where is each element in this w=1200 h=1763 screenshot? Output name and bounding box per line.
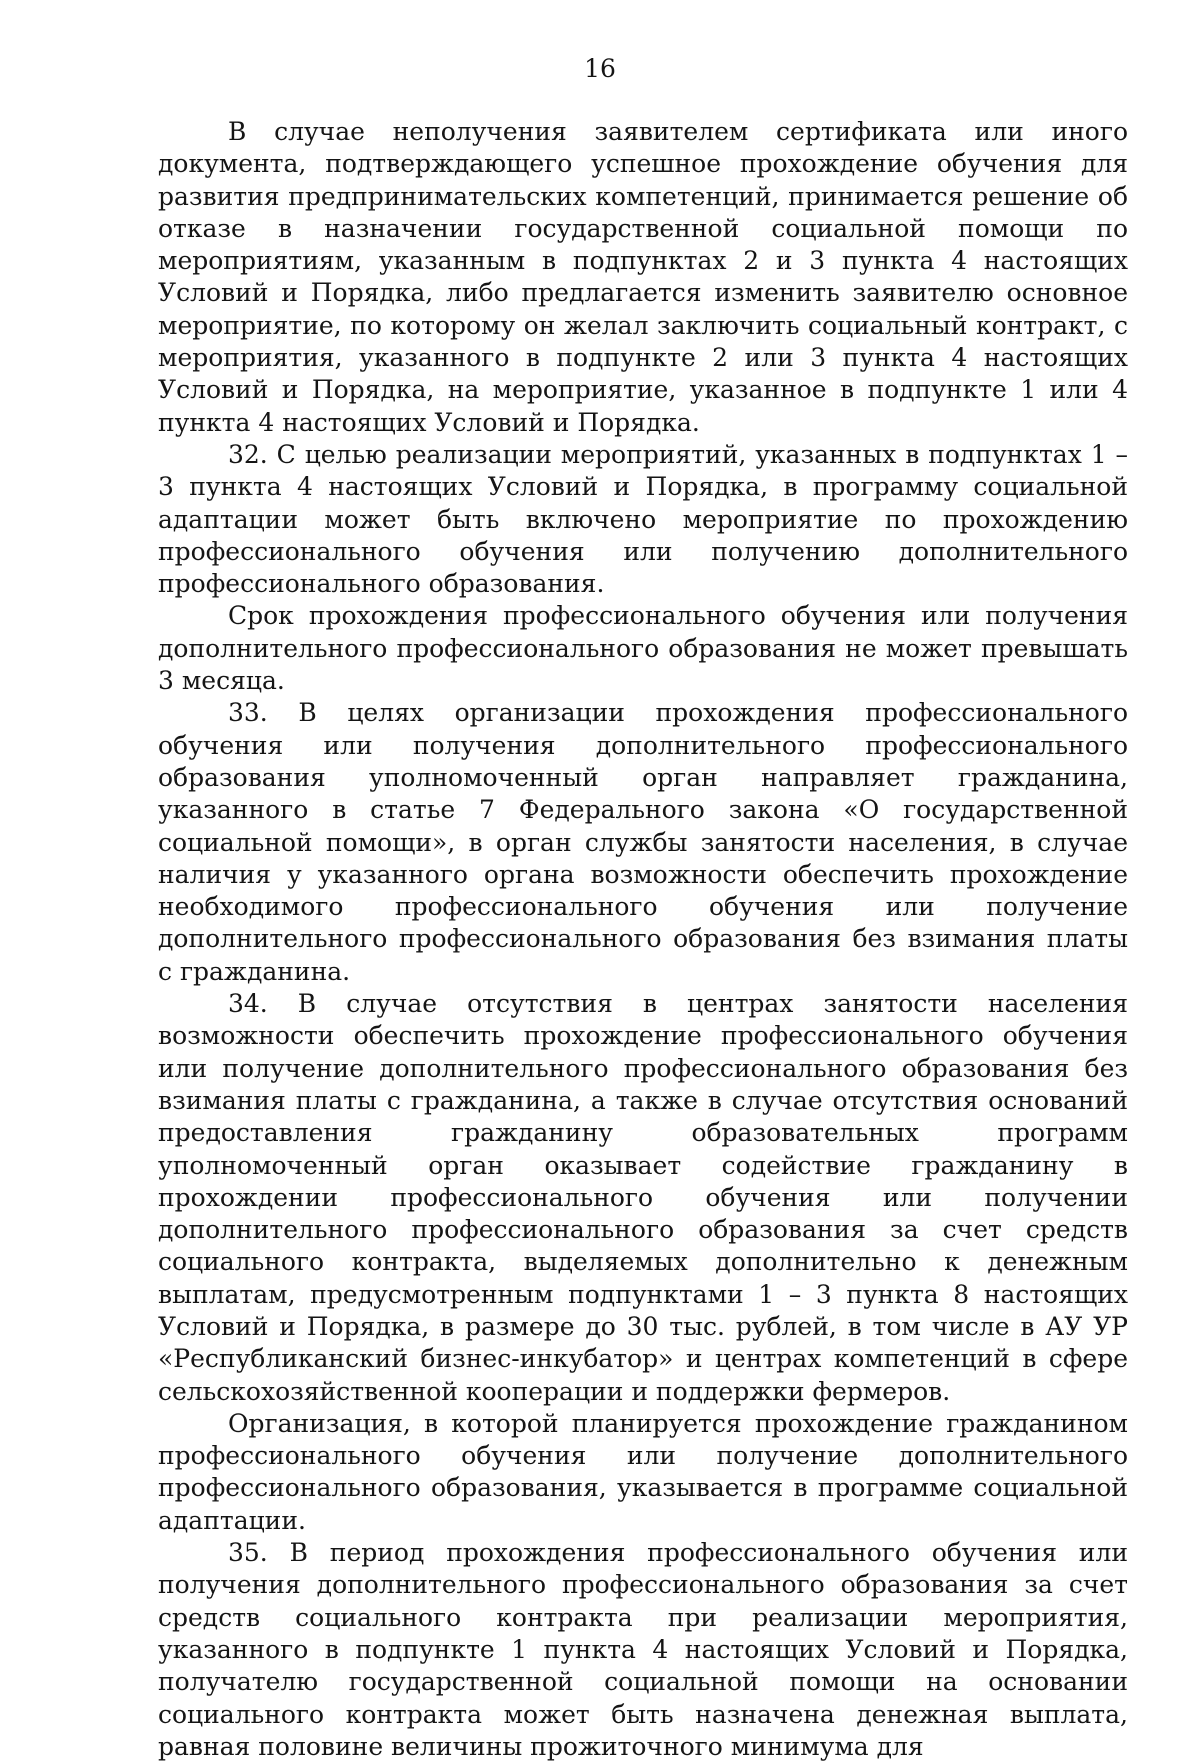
paragraph-32-term: Срок прохождения профессионального обучения или получения дополнительного профессионального образования не может превышать 3 месяца.	[158, 601, 1128, 696]
page-number: 16	[584, 54, 616, 83]
paragraph-34: 34. В случае отсутствия в центрах занятости населения возможности обеспечить прохождение профессионального обучения или получение дополнительного профессионального образования без взимания платы с гражданина, а также в случае отсутствия оснований предоставления гражданину образовательных программ уполномоченный орган оказывает содействие гражданину в прохождении профессионального обучения или получении дополнительного профессионального образования за счет средств социального контракта, выделяемых дополнительно к денежным выплатам, предусмотренным подпунктами 1 – 3 пункта 8 настоящих Условий и Порядка, в размере до 30 тыс. рублей, в том числе в АУ УР «Республиканский бизнес-инкубатор» и центрах компетенций в сфере сельскохозяйственной кооперации и поддержки фермеров.	[158, 989, 1128, 1406]
document-body	[158, 116, 1128, 1763]
paragraph-32: 32. С целью реализации мероприятий, указанных в подпунктах 1 – 3 пункта 4 настоящих Условий и Порядка, в программу социальной адаптации может быть включено мероприятие по прохождению профессионального обучения или получению дополнительного профессионального образования.	[158, 439, 1128, 599]
paragraph-33: 33. В целях организации прохождения профессионального обучения или получения дополнительного профессионального образования уполномоченный орган направляет гражданина, указанного в статье 7 Федерального закона «О государственной социальной помощи», в орган службы занятости населения, в случае наличия у указанного органа возможности обеспечить прохождение необходимого профессионального обучения или получение дополнительного профессионального образования без взимания платы с гражданина.	[158, 698, 1128, 986]
paragraph-34-organization: Организация, в которой планируется прохождение гражданином профессионального обучения или получение дополнительного профессионального образования, указывается в программе социальной адаптации.	[158, 1408, 1128, 1535]
paragraph-35: 35. В период прохождения профессионального обучения или получения дополнительного профессионального образования за счет средств социального контракта при реализации мероприятия, указанного в подпункте 1 пункта 4 настоящих Условий и Порядка, получателю государственной социальной помощи на основании социального контракта может быть назначена денежная выплата, равная половине величины прожиточного минимума для	[158, 1538, 1128, 1761]
paragraph-31-continued: В случае неполучения заявителем сертификата или иного документа, подтверждающего успешное прохождение обучения для развития предпринимательских компетенций, принимается решение об отказе в назначении государственной социальной помощи по мероприятиям, указанным в подпунктах 2 и 3 пункта 4 настоящих Условий и Порядка, либо предлагается изменить заявителю основное мероприятие, по которому он желал заключить социальный контракт, с мероприятия, указанного в подпункте 2 или 3 пункта 4 настоящих Условий и Порядка, на мероприятие, указанное в подпункте 1 или 4 пункта 4 настоящих Условий и Порядка.	[158, 117, 1128, 437]
